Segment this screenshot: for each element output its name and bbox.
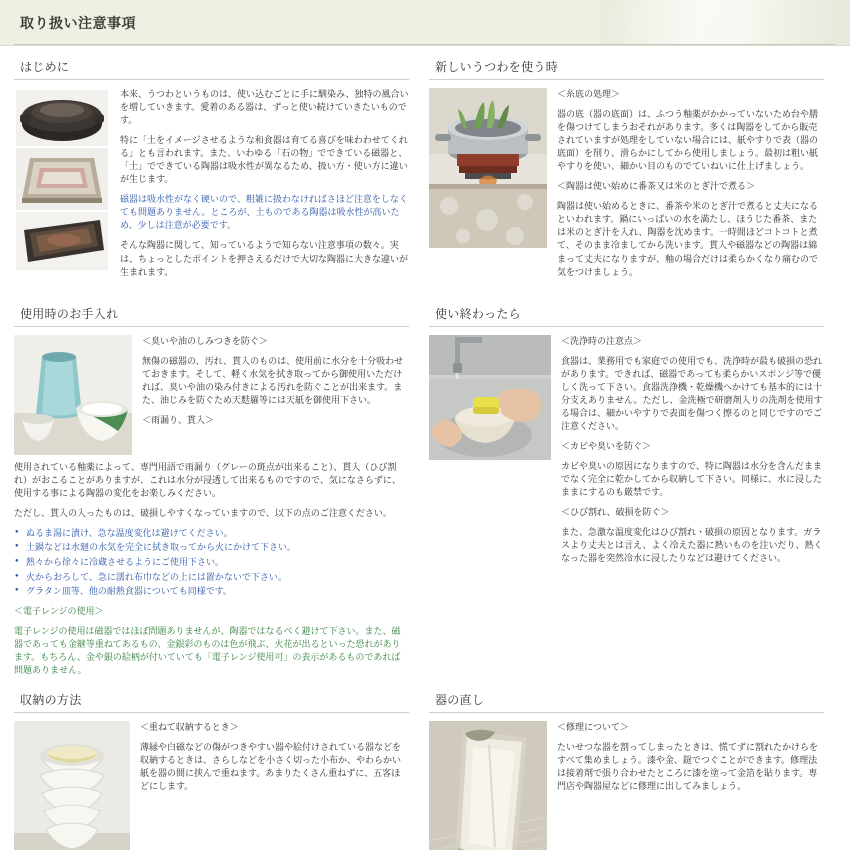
new-ware-text-1: 器の底（器の底面）は、ふつう釉薬がかかっていないため台や膳を傷つけてしまうおそれがあります。多くは陶器をしてから販売されていますが処理をしていない場合には、紙やすりで表（器の底面）を削り、滑らかにしてから使用しましょう。最初は粗い紙やすりを使い、細かい目のものでていねいに仕上げましょう。 — [557, 109, 819, 172]
section-title-after-use: 使い終わったら — [429, 305, 824, 327]
after-use-text-3: また、急激な温度変化はひび割れ・破損の原因となります。ガラスより丈夫とは言え、よく冷えた器に熱いものを注いだり、熱くなった器を突然冷水に浸したりなどは避けてください。 — [561, 527, 823, 564]
care-microwave-text: 電子レンジの使用は磁器ではほぼ問題ありませんが、陶器ではなるべく避けて下さい。また、磁器であっても金継等重ねてあるもの、金銀彩のものは色が飛ぶ、火花が出るといった恐れがあります。もちろん、金や銀の絵柄が付いていても「電子レンジ使用可」の表示があるものであれば問題ありません。 — [14, 625, 401, 675]
care-heading-2: ＜雨漏り、貫入＞ — [142, 414, 215, 425]
column-left-3 — [14, 691, 409, 850]
section-care — [14, 305, 409, 677]
figure-intro — [14, 88, 110, 273]
care-bullet-3: ● 熱々から徐々に冷蔵させるようにご使用下さい。 — [26, 556, 409, 569]
intro-photo — [14, 88, 110, 273]
storage-photo — [14, 721, 130, 850]
column-left-1 — [14, 58, 409, 293]
after-use-text-1: 食器は、業務用でも家庭での使用でも、洗浄時が最も破損の恐れがあります。できれば、磁器であっても柔らかいスポンジ等で優しく洗って下さい。食器洗浄機・乾燥機へかけても基本的には十分支えありません。ただし、金洗極で研磨剤入りの洗剤を使用する場合は、細かいやすりで表面を傷つく擦るのと同じですのでご注意ください。 — [561, 355, 823, 431]
care-heading-1: ＜臭いや油のしみつきを防ぐ＞ — [142, 335, 268, 346]
column-right-2 — [429, 305, 824, 691]
section-title-care: 使用時のお手入れ — [14, 305, 409, 327]
header-decoration — [600, 0, 850, 45]
repair-photo — [429, 721, 547, 850]
care-photo — [14, 335, 132, 455]
after-use-heading-2: ＜カビや臭いを防ぐ＞ — [561, 440, 652, 451]
storage-heading: ＜重ねて収納するとき＞ — [140, 722, 239, 732]
column-right-1 — [429, 58, 824, 293]
figure-after-use — [429, 335, 551, 460]
care-text-1: 無傷の磁器の、汚れ、貫入のものは、使用前に水分を十分吸わせておきます。そして、軽く水気を拭き取ってから御使用いただければ、臭いや油の染み付きによる汚れを防ぐことが出来ます。また、油じみを防ぐため天麩羅等には天紙を御使用下さい。 — [142, 355, 404, 405]
new-ware-heading-1: ＜糸底の処理＞ — [557, 89, 621, 99]
care-bullet-list — [14, 527, 409, 598]
content-row-2 — [0, 293, 850, 691]
content-row-1 — [0, 46, 850, 293]
storage-text — [140, 721, 409, 793]
header-underline — [14, 44, 836, 45]
after-use-heading-1: ＜洗浄時の注意点＞ — [561, 335, 643, 346]
intro-paragraph-4: そんな陶器に関して、知っているようで知らない注意事項の数々。実は、ちょっとしたポイントを押さえるだけで大切な陶器に大きな違いが生まれます。 — [120, 240, 409, 277]
figure-care — [14, 335, 132, 455]
care-bullet-5: ● グラタン皿等、他の耐熱食器についても同様です。 — [26, 585, 409, 598]
after-use-heading-3: ＜ひび割れ、破損を防ぐ＞ — [561, 507, 670, 518]
section-title-new-ware: 新しいうつわを使う時 — [429, 58, 824, 80]
intro-paragraph-2: 特に「土をイメージさせるような和食器は育てる喜びを味わわせてくれる」とも言われます。また、いわゆる「石の物」でできている磁器と、「土」でできている陶器は吸水性が異なるため、扱い方・使い方に違いが生じます。 — [120, 135, 408, 185]
section-title-storage: 収納の方法 — [14, 691, 409, 713]
repair-text — [557, 721, 824, 793]
section-intro — [14, 58, 409, 279]
page-title: 取り扱い注意事項 — [20, 14, 136, 31]
new-ware-text — [557, 88, 824, 279]
section-after-use — [429, 305, 824, 566]
after-use-text-2: カビや臭いの原因になりますので、特に陶器は水分を含んだままでなく完全に乾かしてから収納して下さい。同様に、水に浸したままにするのも厳禁です。 — [561, 460, 823, 498]
repair-heading: ＜修理について＞ — [557, 722, 629, 732]
after-use-text — [561, 335, 824, 566]
after-use-photo — [429, 335, 551, 460]
column-left-2 — [14, 305, 409, 691]
care-text-2: 使用されている釉薬によって、専門用語で雨漏り（グレーの斑点が出来ること）、貫入（ひび割れ）がおこることがありますが、これは水分が浸透して出来るものですので、気になさらずに、使用する事による陶器の変化をお楽しみください。 — [14, 461, 401, 498]
figure-storage — [14, 721, 130, 850]
section-title-repair: 器の直し — [429, 691, 824, 713]
section-new-ware — [429, 58, 824, 279]
figure-repair — [429, 721, 547, 850]
care-text-continued — [14, 461, 409, 677]
section-title-intro: はじめに — [14, 58, 409, 80]
care-bullet-4: ● 火からおろして、急に濡れ布巾などの上には置かないで下さい。 — [26, 571, 409, 584]
figure-new-ware — [429, 88, 547, 248]
new-ware-photo — [429, 88, 547, 248]
content-row-3 — [0, 691, 850, 850]
intro-paragraph-1: 本来、うつわというものは、使い込むごとに手に馴染み、独特の風合いを増していきます。愛着のある器は、ずっと使い続けていきたいものです。 — [120, 89, 409, 126]
care-text — [142, 335, 409, 427]
section-storage — [14, 691, 409, 850]
storage-text: 薄縁や白磁などの傷がつきやすい器や絵付けされている器などを収納するときは、さらしなどを小さく切った小布か、やわらかい紙を器の間に挟んで重ねます。あまりたくさん重ねずに、五客ほどにします。 — [140, 742, 402, 792]
new-ware-heading-2: ＜陶器は使い始めに番茶又は米のとぎ汁で煮る＞ — [557, 181, 756, 192]
care-text-3: ただし、貫入の入ったものは、破損しやすくなっていますので、以下の点のご注意ください。 — [14, 507, 392, 518]
intro-text — [120, 88, 409, 279]
repair-text: たいせつな器を割ってしまったときは、慌てずに割れたかけらをすべて集めましょう。漆や金、鎹でつぐことができます。修理法は接着剤で張り合わせたところに漆を塗って金箔を貼ります。専門店や陶器屋などに修理に出してみましょう。 — [557, 742, 819, 792]
column-right-3 — [429, 691, 824, 850]
section-repair — [429, 691, 824, 850]
care-bullet-2: ● 土鍋などは水廻の水気を完全に拭き取ってから火にかけて下さい。 — [26, 541, 409, 554]
new-ware-text-2: 陶器は使い始めるときに、番茶や米のとぎ汁で煮ると丈夫になるといわれます。鍋にいっぱいの水を満たし、ほうじた番茶、または米のとぎ汁を入れ、陶器を沈めます。一時間ほどコトコトと煮て、そのまま冷ましてから洗います。貫入や磁器などの陶器は綿まって丈夫になりますが、釉の場合だけは柔らかくなり痛むので気をつけましょう。 — [557, 201, 819, 277]
care-bullet-1: ● ぬるま湯に漬け、急な温度変化は避けてください。 — [26, 527, 409, 540]
page-header — [0, 0, 850, 46]
intro-paragraph-3: 磁器は吸水性がなく硬いので、粗雑に扱わなければさほど注意をしなくても問題ありません。ところが、土ものである陶器は吸水性が高いため、少しは注意が必要です。 — [120, 194, 408, 231]
care-microwave-heading: ＜電子レンジの使用＞ — [14, 605, 104, 616]
